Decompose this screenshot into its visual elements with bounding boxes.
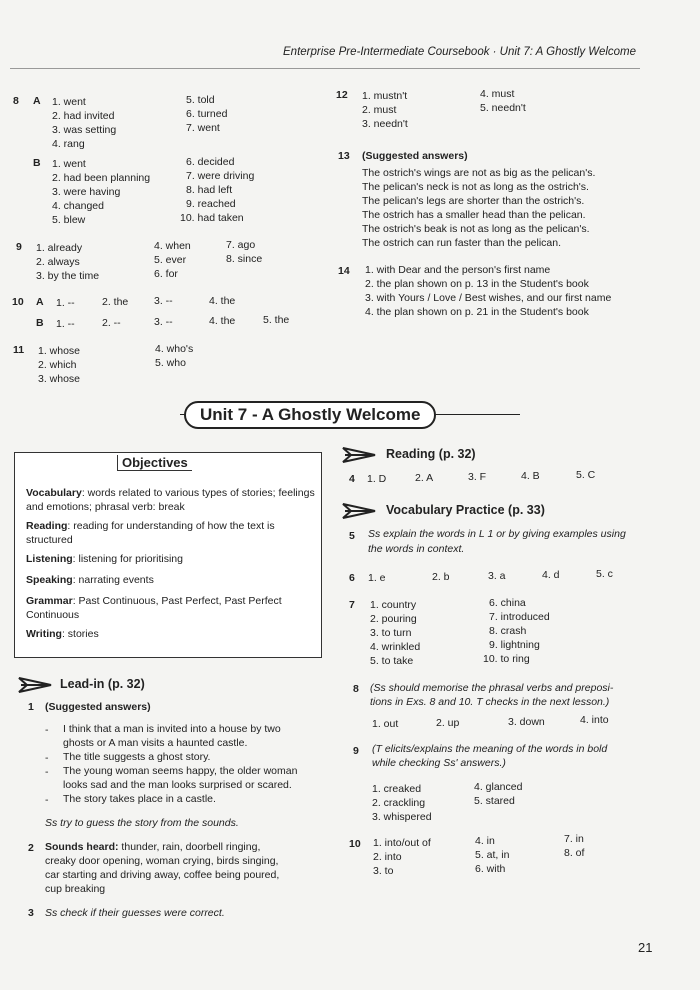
answer: 4. who's: [155, 343, 194, 355]
page-number: 21: [638, 940, 653, 955]
objectives-list: [26, 486, 316, 641]
answer: 5. needn't: [480, 102, 526, 114]
ex10-B-label: B: [36, 317, 44, 329]
answer: 8. of: [564, 847, 585, 859]
objective-label: Grammar: [26, 595, 73, 607]
section-arrow-icon: [18, 676, 52, 694]
leadin-ex1-number: 1: [28, 701, 34, 713]
instruction-line: while checking Ss' answers.): [372, 757, 506, 769]
answer: 6. turned: [186, 108, 228, 120]
bullet-line: The title suggests a ghost story.: [63, 751, 211, 763]
answer-line: The ostrich has a smaller head than the pelican.: [362, 209, 586, 221]
answer-line: The ostrich's beak is not as long as the pelican's.: [362, 223, 590, 235]
objective-label: Listening: [26, 553, 73, 565]
running-header: Enterprise Pre-Intermediate Coursebook · Unit 7: A Ghostly Welcome: [283, 46, 637, 58]
objective-item: [26, 486, 316, 514]
vocab-ex5-number: 5: [349, 530, 355, 542]
ex12-number: 12: [336, 89, 348, 101]
answer: 3. needn't: [362, 118, 408, 130]
answer: 4. the: [209, 315, 236, 327]
header-rule: [10, 68, 640, 69]
bullet-line: looks sad and the man looks surprised or scared.: [63, 779, 292, 791]
answer: 4. when: [154, 240, 191, 252]
answer: 2. had been planning: [52, 172, 151, 184]
answer: 1. e: [368, 572, 386, 584]
bullet-dash: -: [45, 766, 49, 778]
answer: 7. went: [186, 122, 220, 134]
answer-line: The pelican's neck is not as long as the ostrich's.: [362, 181, 589, 193]
answer: 6. decided: [186, 156, 235, 168]
leadin-ex2-line: creaky door opening, woman crying, birds singing,: [45, 855, 279, 867]
bullet-dash: -: [45, 752, 49, 764]
answer: 2. b: [432, 571, 450, 583]
objective-label: Writing: [26, 628, 62, 640]
sounds-heard-label: Sounds heard:: [45, 841, 119, 853]
answer: 2. A: [415, 472, 434, 484]
objective-text: : words related to various types of stories; feelings and emotions; phrasal verb: break: [26, 487, 315, 513]
answer: 8. had left: [186, 184, 233, 196]
answer: 3. whispered: [372, 811, 432, 823]
answer: 3. was setting: [52, 124, 117, 136]
answer: 1. country: [370, 599, 417, 611]
vocab-ex10-number: 10: [349, 838, 361, 850]
objectives-title: Objectives: [117, 455, 192, 471]
vocab-title: Vocabulary Practice (p. 33): [386, 503, 545, 517]
objective-item: [26, 627, 316, 641]
ex8-number: 8: [13, 95, 19, 107]
objective-text: : stories: [61, 628, 99, 640]
ex14-number: 14: [338, 265, 350, 277]
answer: 4. glanced: [474, 781, 523, 793]
answer: 1. into/out of: [373, 837, 431, 849]
answer: 5. at, in: [475, 849, 510, 861]
answer: 1. out: [372, 718, 399, 730]
answer: 9. lightning: [489, 639, 540, 651]
objective-text: : narrating events: [72, 574, 154, 586]
section-arrow-icon: [342, 502, 376, 520]
answer: 3. down: [508, 716, 545, 728]
reading-ex4-number: 4: [349, 473, 355, 485]
answer: 2. which: [38, 359, 77, 371]
objective-item: [26, 594, 316, 622]
answer: 6. china: [489, 597, 526, 609]
answer: 5. told: [186, 94, 215, 106]
section-arrow-icon: [342, 446, 376, 464]
leadin-ex2-line: [45, 840, 260, 854]
leadin-title: Lead-in (p. 32): [60, 677, 145, 691]
answer: 4. B: [521, 470, 540, 482]
sounds-heard-text: thunder, rain, doorbell ringing,: [118, 841, 261, 853]
objective-label: Reading: [26, 520, 68, 532]
objective-text: : Past Continuous, Past Perfect, Past Perfect Continuous: [26, 595, 282, 621]
answer: 6. for: [154, 268, 178, 280]
answer: 2. must: [362, 104, 397, 116]
answer: 1. mustn't: [362, 90, 408, 102]
vocab-ex9-number: 9: [353, 745, 359, 757]
answer-line: 1. with Dear and the person's first name: [365, 264, 551, 276]
answer: 1. --: [56, 318, 75, 330]
answer-line: The ostrich can run faster than the pelican.: [362, 237, 562, 249]
answer: 5. blew: [52, 214, 86, 226]
answer: 2. up: [436, 717, 460, 729]
answer: 4. wrinkled: [370, 641, 421, 653]
leadin-ex1-title: (Suggested answers): [45, 701, 151, 713]
answer: 10. had taken: [180, 212, 244, 224]
bullet-line: I think that a man is invited into a house by two: [63, 723, 281, 735]
ex8-B-label: B: [33, 157, 41, 169]
answer: 1. whose: [38, 345, 81, 357]
answer: 2. pouring: [370, 613, 417, 625]
answer: 2. crackling: [372, 797, 426, 809]
leadin-ex2-number: 2: [28, 842, 34, 854]
vocab-ex8-number: 8: [353, 683, 359, 695]
instruction-line: tions in Exs. 8 and 10. T checks in the next lesson.): [370, 696, 610, 708]
answer: 3. --: [154, 316, 173, 328]
ex9-number: 9: [16, 241, 22, 253]
answer: 4. d: [542, 569, 560, 581]
answer: 2. the: [102, 296, 129, 308]
answer: 3. whose: [38, 373, 81, 385]
reading-title: Reading (p. 32): [386, 447, 476, 461]
answer: 8. crash: [489, 625, 527, 637]
bullet-line: The young woman seems happy, the older woman: [63, 765, 298, 777]
vocab-ex7-number: 7: [349, 599, 355, 611]
answer-line: 4. the plan shown on p. 21 in the Student's book: [365, 306, 589, 318]
answer: 3. by the time: [36, 270, 100, 282]
answer: 4. into: [580, 714, 609, 726]
bullet-line: ghosts or A man visits a haunted castle.: [63, 737, 248, 749]
answer: 5. who: [155, 357, 186, 369]
leadin-ex3-text: Ss check if their guesses were correct.: [45, 907, 225, 919]
ex13-title: (Suggested answers): [362, 150, 468, 162]
answer: 4. rang: [52, 138, 85, 150]
answer-line: 2. the plan shown on p. 13 in the Student's book: [365, 278, 589, 290]
answer: 4. changed: [52, 200, 104, 212]
ex13-number: 13: [338, 150, 350, 162]
answer: 1. went: [52, 158, 86, 170]
answer: 1. already: [36, 242, 83, 254]
answer: 10. to ring: [483, 653, 530, 665]
objective-item: [26, 519, 316, 547]
answer: 4. in: [475, 835, 495, 847]
answer: 5. C: [576, 469, 596, 481]
answer: 5. c: [596, 568, 613, 580]
bullet-dash: -: [45, 724, 49, 736]
answer: 3. a: [488, 570, 506, 582]
answer: 7. introduced: [489, 611, 550, 623]
answer: 6. with: [475, 863, 506, 875]
answer: 7. were driving: [186, 170, 255, 182]
answer-line: 3. with Yours / Love / Best wishes, and our first name: [365, 292, 612, 304]
objective-text: : listening for prioritising: [72, 553, 183, 565]
unit-title: Unit 7 - A Ghostly Welcome: [184, 401, 436, 429]
vocab-ex6-number: 6: [349, 572, 355, 584]
instruction-line: the words in context.: [368, 543, 465, 555]
leadin-ex2-line: cup breaking: [45, 883, 106, 895]
objective-item: [26, 573, 316, 587]
leadin-ex2-line: car starting and driving away, coffee being poured,: [45, 869, 280, 881]
objective-item: [26, 552, 316, 566]
answer: 4. must: [480, 88, 515, 100]
answer: 5. the: [263, 314, 290, 326]
answer: 1. creaked: [372, 783, 422, 795]
answer: 7. ago: [226, 239, 256, 251]
instruction-line: (T elicits/explains the meaning of the words in bold: [372, 743, 608, 755]
answer: 9. reached: [186, 198, 236, 210]
answer: 1. went: [52, 96, 86, 108]
answer: 4. the: [209, 295, 236, 307]
answer: 5. ever: [154, 254, 187, 266]
ex10-A-label: A: [36, 296, 44, 308]
ex10-number: 10: [12, 296, 24, 308]
answer: 3. to: [373, 865, 394, 877]
objective-label: Speaking: [26, 574, 73, 586]
ex11-number: 11: [13, 344, 25, 356]
instruction-line: (Ss should memorise the phrasal verbs and preposi-: [370, 682, 614, 694]
answer: 2. --: [102, 317, 121, 329]
answer-line: The ostrich's wings are not as big as the pelican's.: [362, 167, 596, 179]
answer: 3. were having: [52, 186, 121, 198]
answer: 3. F: [468, 471, 487, 483]
answer: 2. into: [373, 851, 402, 863]
leadin-ex1-note: Ss try to guess the story from the sounds.: [45, 817, 239, 829]
answer: 1. --: [56, 297, 75, 309]
answer: 8. since: [226, 253, 263, 265]
bullet-dash: -: [45, 794, 49, 806]
objective-label: Vocabulary: [26, 487, 82, 499]
objective-text: : reading for understanding of how the text is structured: [26, 520, 275, 546]
answer-line: The pelican's legs are shorter than the ostrich's.: [362, 195, 585, 207]
leadin-ex3-number: 3: [28, 907, 34, 919]
answer: 5. stared: [474, 795, 515, 807]
ex8-A-label: A: [33, 95, 41, 107]
answer: 2. always: [36, 256, 80, 268]
answer: 2. had invited: [52, 110, 115, 122]
answer: 3. to turn: [370, 627, 412, 639]
instruction-line: Ss explain the words in L 1 or by giving examples using: [368, 528, 626, 540]
answer: 3. --: [154, 295, 173, 307]
answer: 5. to take: [370, 655, 414, 667]
bullet-line: The story takes place in a castle.: [63, 793, 216, 805]
answer: 7. in: [564, 833, 584, 845]
answer: 1. D: [367, 473, 387, 485]
